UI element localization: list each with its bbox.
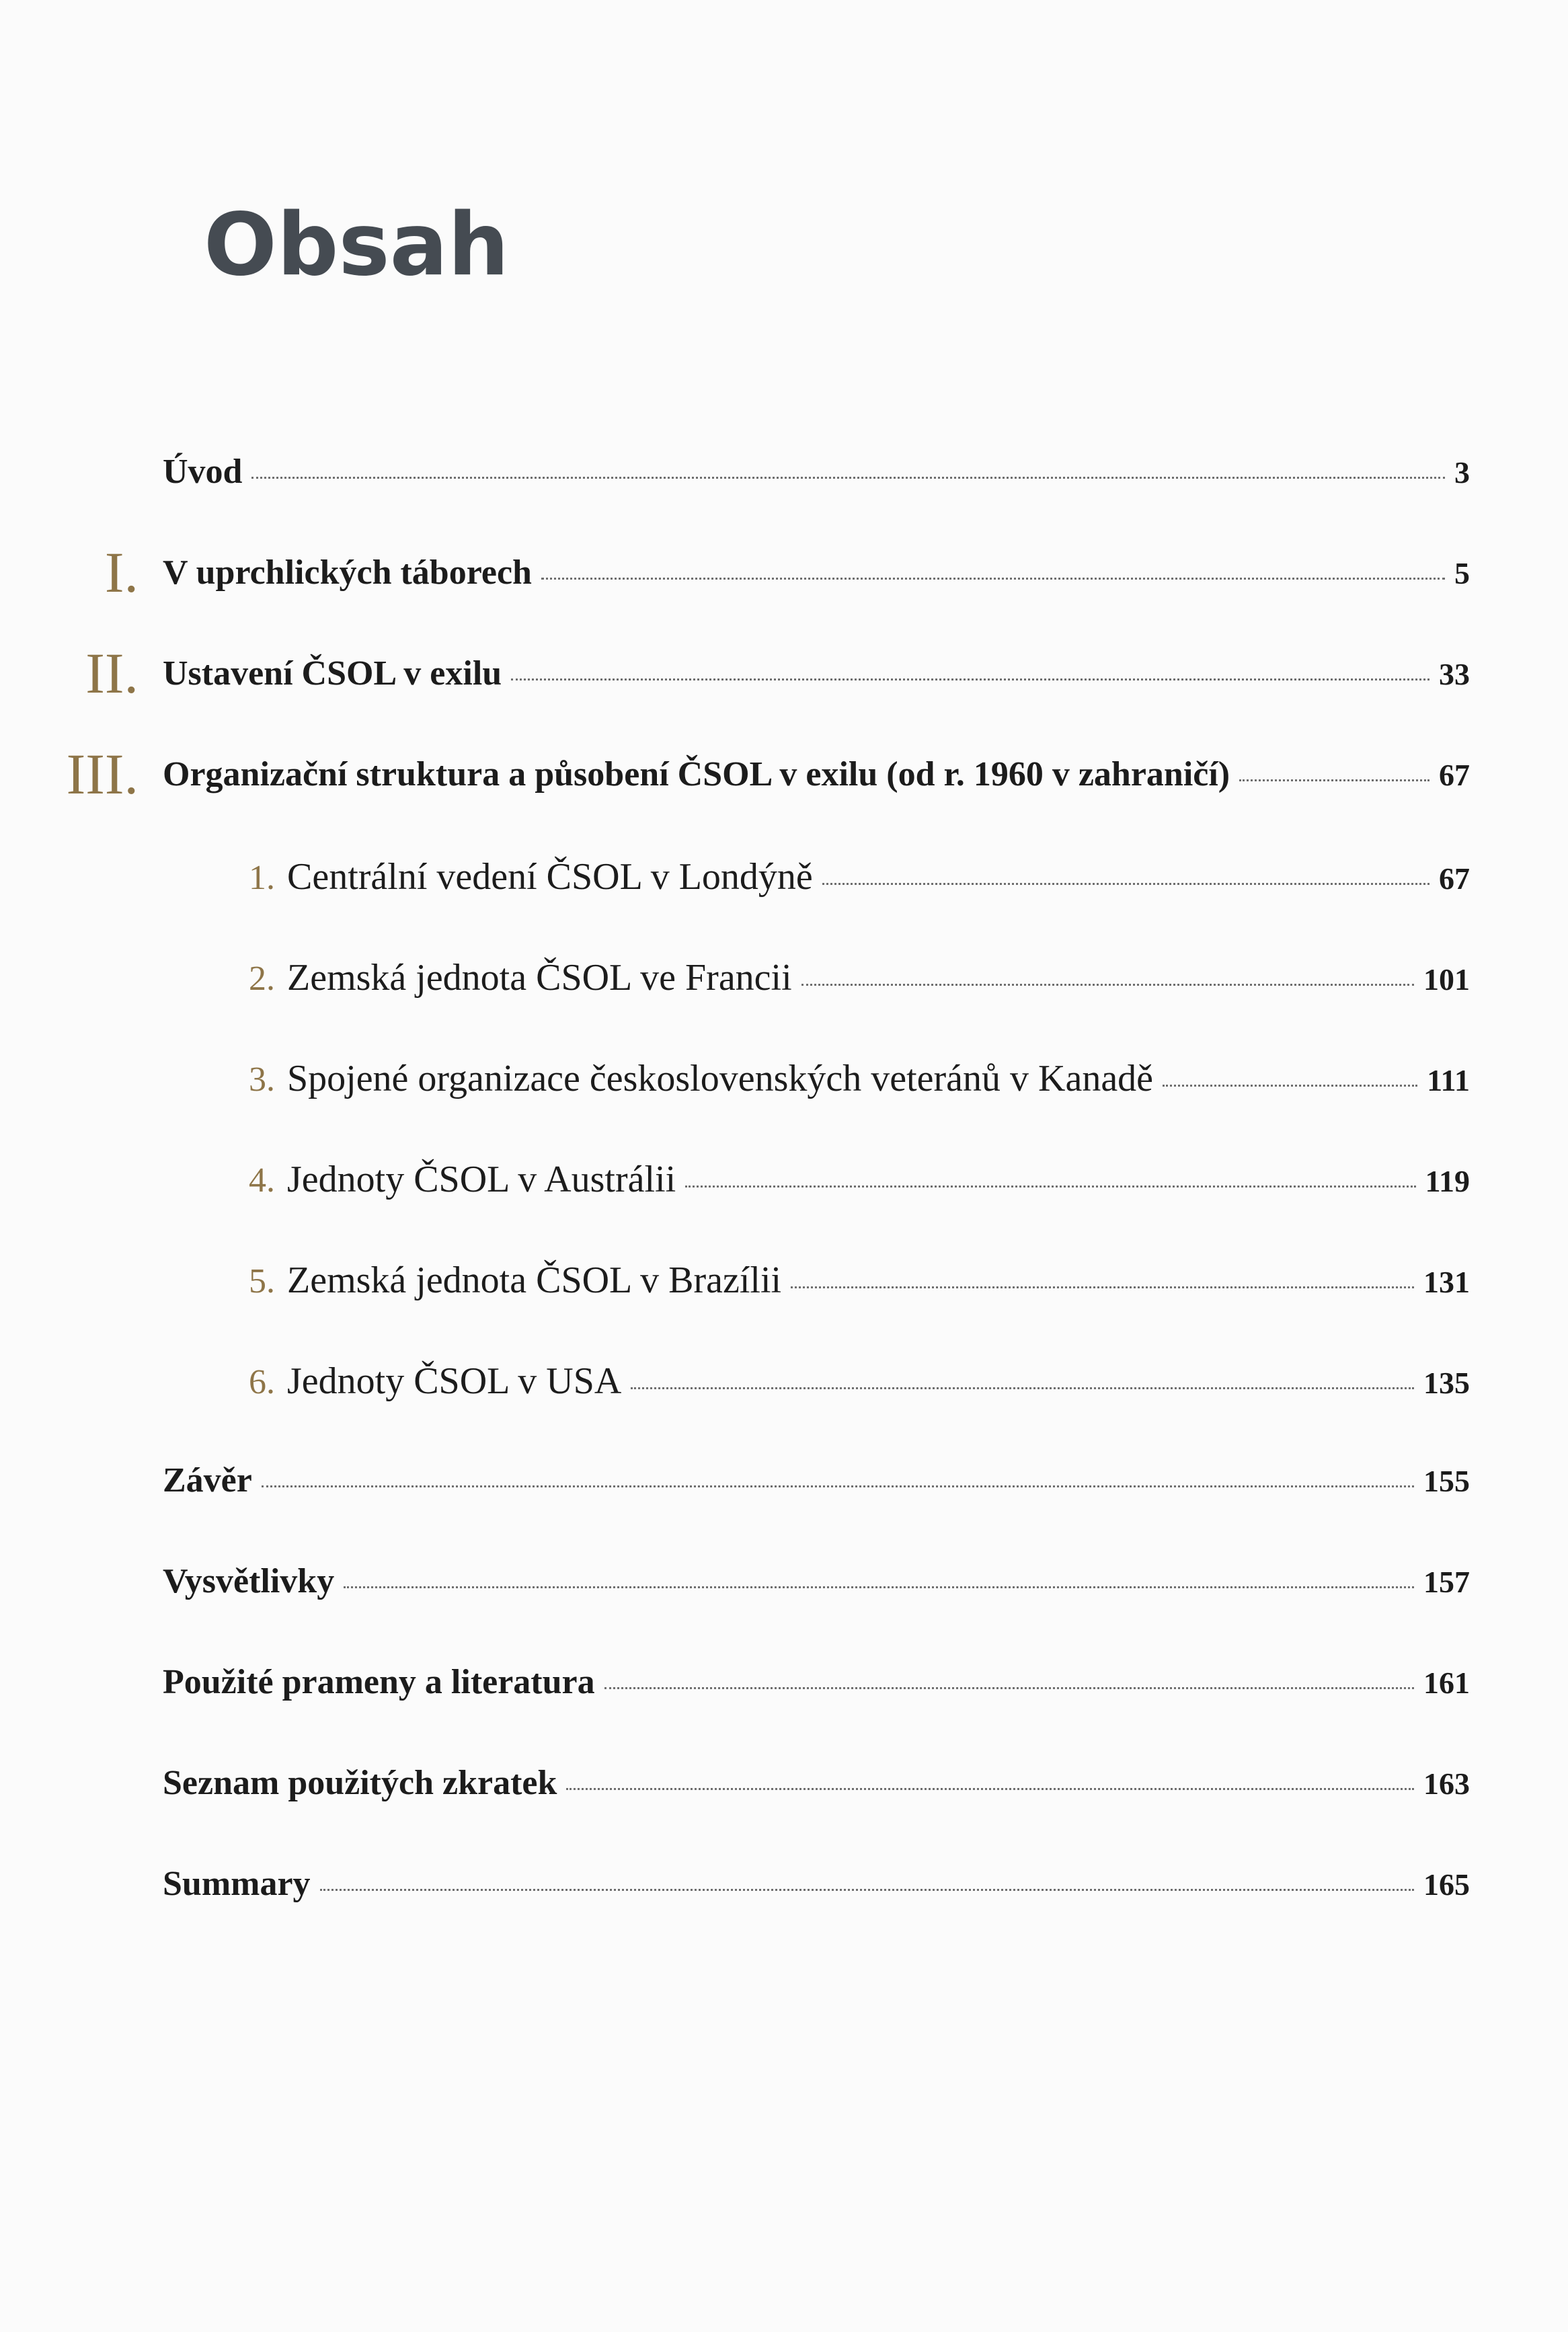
entry-label: Spojené organizace československých veteránů v Kanadě (287, 1058, 1154, 1099)
dot-leader (262, 1485, 1414, 1487)
toc-entry-section-2[interactable] (249, 956, 1470, 1010)
toc-entry-section-3[interactable] (249, 1057, 1470, 1111)
toc-entry-zkratky[interactable] (163, 1763, 1470, 1817)
page-number: 111 (1427, 1063, 1470, 1097)
toc-entry-chapter-2[interactable] (163, 654, 1470, 707)
entry-label: Jednoty ČSOL v Austrálii (287, 1159, 676, 1200)
entry-label: Jednoty ČSOL v USA (287, 1360, 622, 1402)
entry-label: Závěr (163, 1461, 252, 1500)
page-number: 157 (1423, 1565, 1470, 1599)
toc-entry-chapter-1[interactable] (163, 553, 1470, 607)
entry-label: Centrální vedení ČSOL v Londýně (287, 856, 813, 898)
entry-label: Zemská jednota ČSOL ve Francii (287, 957, 792, 999)
dot-leader (631, 1387, 1414, 1389)
toc-entry-prameny[interactable] (163, 1662, 1470, 1716)
page-number: 165 (1423, 1867, 1470, 1902)
dot-leader (320, 1889, 1414, 1891)
chapter-number: III. (66, 742, 139, 806)
toc-entry-section-4[interactable] (249, 1158, 1470, 1212)
dot-leader (1239, 779, 1429, 781)
page-title: Obsah (204, 194, 510, 295)
section-number: 4. (249, 1161, 275, 1200)
dot-leader (344, 1586, 1414, 1588)
entry-label: Seznam použitých zkratek (163, 1764, 557, 1802)
toc-entry-section-1[interactable] (249, 855, 1470, 909)
entry-label: Vysvětlivky (163, 1562, 335, 1600)
dot-leader (541, 578, 1445, 580)
entry-label: Summary (163, 1865, 311, 1903)
toc-entry-uvod[interactable] (163, 452, 1470, 506)
dot-leader (1163, 1085, 1417, 1087)
entry-label: Ustavení ČSOL v exilu (163, 654, 502, 693)
section-number: 2. (249, 960, 275, 998)
entry-label: Organizační struktura a působení ČSOL v exilu (od r. 1960 v zahraničí) (163, 755, 1230, 793)
entry-label: Použité prameny a literatura (163, 1663, 595, 1701)
entry-label: Úvod (163, 453, 243, 491)
dot-leader (791, 1286, 1414, 1288)
page-number: 33 (1439, 657, 1470, 691)
section-number: 6. (249, 1363, 275, 1401)
section-number: 3. (249, 1060, 275, 1099)
page-number: 163 (1423, 1766, 1470, 1801)
section-number: 1. (249, 859, 275, 897)
page-number: 3 (1454, 455, 1470, 490)
page-number: 67 (1439, 861, 1470, 896)
dot-leader (511, 678, 1429, 681)
section-number: 5. (249, 1262, 275, 1300)
dot-leader (822, 883, 1429, 885)
entry-label: V uprchlických táborech (163, 553, 532, 592)
page-number: 5 (1454, 556, 1470, 590)
page-number: 119 (1425, 1164, 1470, 1198)
entry-label: Zemská jednota ČSOL v Brazílii (287, 1259, 782, 1301)
dot-leader (604, 1687, 1414, 1689)
dot-leader (566, 1788, 1414, 1790)
dot-leader (251, 477, 1445, 479)
toc-entry-chapter-3[interactable] (163, 754, 1470, 808)
toc-entry-section-5[interactable] (249, 1259, 1470, 1313)
chapter-number: II. (85, 641, 139, 705)
page-number: 67 (1439, 758, 1470, 792)
page-number: 161 (1423, 1666, 1470, 1700)
page-number: 131 (1423, 1265, 1470, 1299)
dot-leader (801, 984, 1414, 986)
dot-leader (685, 1186, 1415, 1188)
toc-entry-zaver[interactable] (163, 1461, 1470, 1514)
chapter-number: I. (104, 540, 139, 605)
page-number: 101 (1423, 962, 1470, 997)
toc-entry-summary[interactable] (163, 1864, 1470, 1918)
page-number: 135 (1423, 1366, 1470, 1400)
toc-entry-section-6[interactable] (249, 1360, 1470, 1413)
page-number: 155 (1423, 1464, 1470, 1498)
toc-entry-vysvetlivky[interactable] (163, 1561, 1470, 1615)
